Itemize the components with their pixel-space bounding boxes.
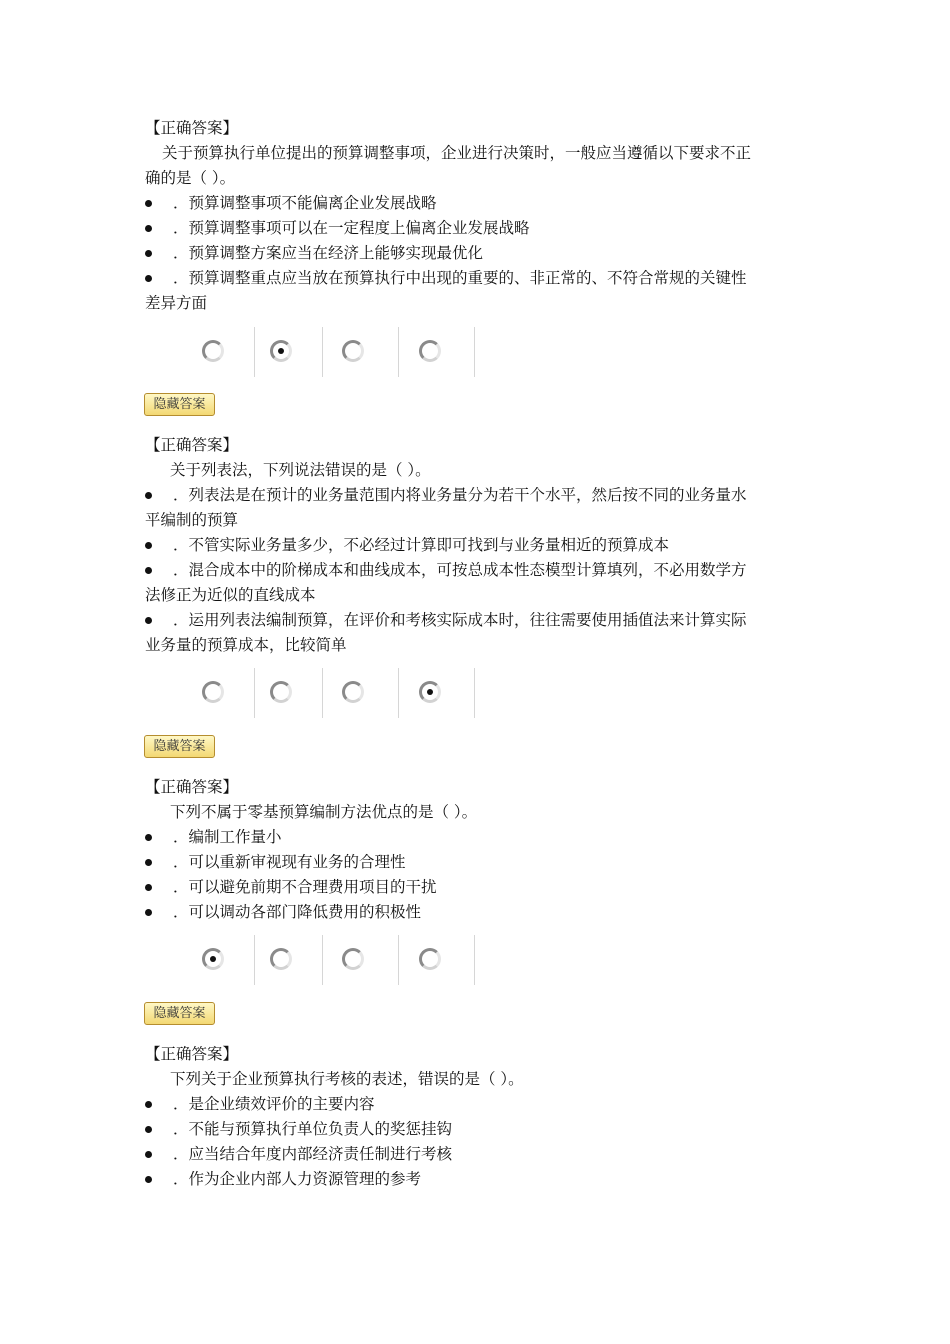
bullet-icon — [145, 900, 155, 925]
question-stem: 下列关于企业预算执行考核的表述，错误的是（ ）。 — [170, 1070, 524, 1088]
option-b: ．预算调整事项可以在一定程度上偏离企业发展战略 — [173, 219, 530, 237]
option-d-cont: 差异方面 — [145, 294, 208, 312]
bullet-icon — [145, 558, 155, 583]
radio-option-c[interactable] — [342, 340, 364, 362]
option-c: ．混合成本中的阶梯成本和曲线成本，可按总成本性态模型计算填列，不必用数学方 — [173, 561, 747, 579]
radio-option-d[interactable] — [419, 948, 441, 970]
hide-answer-button[interactable]: 隐藏答案 — [144, 1002, 215, 1025]
option-c: ．可以避免前期不合理费用项目的干扰 — [173, 878, 437, 896]
answer-label: 【正确答案】 — [145, 436, 239, 454]
answer-label: 【正确答案】 — [145, 119, 239, 137]
option-c: ．应当结合年度内部经济责任制进行考核 — [173, 1145, 453, 1163]
bullet-icon — [145, 266, 155, 291]
bullet-icon — [145, 1117, 155, 1142]
option-a: ．是企业绩效评价的主要内容 — [173, 1095, 375, 1113]
bullet-icon — [145, 483, 155, 508]
bullet-icon — [145, 191, 155, 216]
radio-option-c[interactable] — [342, 681, 364, 703]
hide-answer-button[interactable]: 隐藏答案 — [144, 735, 215, 758]
hide-answer-button[interactable]: 隐藏答案 — [144, 393, 215, 416]
option-c-cont: 法修正为近似的直线成本 — [145, 586, 316, 604]
option-b: ．可以重新审视现有业务的合理性 — [173, 853, 406, 871]
bullet-icon — [145, 1142, 155, 1167]
bullet-icon — [145, 533, 155, 558]
radio-option-a[interactable] — [202, 340, 224, 362]
radio-option-b[interactable] — [270, 681, 292, 703]
answer-label: 【正确答案】 — [145, 778, 239, 796]
question-stem: 关于预算执行单位提出的预算调整事项，企业进行决策时，一般应当遵循以下要求不正 — [162, 144, 752, 162]
option-d: ．可以调动各部门降低费用的积极性 — [173, 903, 422, 921]
answer-radio-group — [183, 935, 475, 985]
bullet-icon — [145, 850, 155, 875]
bullet-icon — [145, 216, 155, 241]
question-stem: 下列不属于零基预算编制方法优点的是（ ）。 — [170, 803, 478, 821]
option-d: ．预算调整重点应当放在预算执行中出现的重要的、非正常的、不符合常规的关键性 — [173, 269, 747, 287]
bullet-icon — [145, 1167, 155, 1192]
option-d: ．运用列表法编制预算，在评价和考核实际成本时，往往需要使用插值法来计算实际 — [173, 611, 747, 629]
answer-radio-group — [183, 668, 475, 718]
bullet-icon — [145, 241, 155, 266]
radio-option-a[interactable] — [202, 948, 224, 970]
bullet-icon — [145, 1092, 155, 1117]
option-a: ．预算调整事项不能偏离企业发展战略 — [173, 194, 437, 212]
option-a-cont: 平编制的预算 — [145, 511, 239, 529]
answer-radio-group — [183, 327, 475, 377]
question-stem: 关于列表法，下列说法错误的是（ ）。 — [170, 461, 431, 479]
radio-option-d[interactable] — [419, 340, 441, 362]
option-b: ．不管实际业务量多少，不必经过计算即可找到与业务量相近的预算成本 — [173, 536, 670, 554]
bullet-icon — [145, 825, 155, 850]
bullet-icon — [145, 608, 155, 633]
option-d: ．作为企业内部人力资源管理的参考 — [173, 1170, 422, 1188]
radio-option-b[interactable] — [270, 948, 292, 970]
option-a: ．列表法是在预计的业务量范围内将业务量分为若干个水平，然后按不同的业务量水 — [173, 486, 747, 504]
radio-option-d[interactable] — [419, 681, 441, 703]
option-b: ．不能与预算执行单位负责人的奖惩挂钩 — [173, 1120, 453, 1138]
radio-option-b[interactable] — [270, 340, 292, 362]
option-d-cont: 业务量的预算成本，比较简单 — [145, 636, 347, 654]
radio-option-c[interactable] — [342, 948, 364, 970]
bullet-icon — [145, 875, 155, 900]
answer-label: 【正确答案】 — [145, 1045, 239, 1063]
option-c: ．预算调整方案应当在经济上能够实现最优化 — [173, 244, 484, 262]
radio-option-a[interactable] — [202, 681, 224, 703]
question-stem-cont: 确的是（ ）。 — [145, 169, 236, 187]
option-a: ．编制工作量小 — [173, 828, 282, 846]
